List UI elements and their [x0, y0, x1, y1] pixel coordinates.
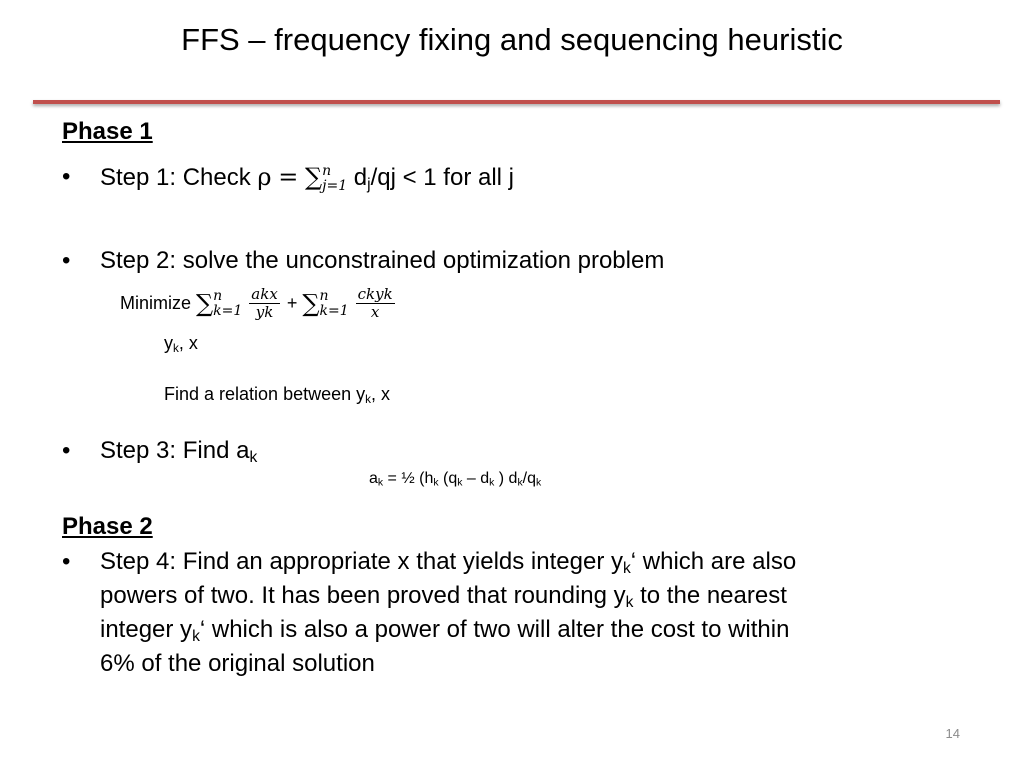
step4-line-3-a: integer y	[100, 616, 193, 643]
sum2-symbol: ∑	[302, 289, 320, 318]
formula-sub-1: k	[377, 477, 384, 489]
phase1-heading: Phase 1	[62, 118, 153, 145]
step1-sum-lower: j=1	[322, 177, 348, 194]
step1-sum-symbol: ∑	[304, 163, 323, 191]
formula-part-5: /q	[522, 470, 536, 487]
step3-label: Step 3: Find a	[100, 437, 250, 464]
formula-part-2: (q	[438, 470, 458, 487]
step1-d: d	[347, 164, 368, 191]
step4-bullet: •	[62, 548, 71, 575]
fraction-2-numerator: ckyk	[357, 285, 393, 303]
formula-sub-6: k	[536, 477, 542, 489]
step1-prefix: Step 1: Check	[100, 164, 258, 191]
step4-line-2	[100, 582, 787, 610]
page-number: 14	[945, 726, 960, 741]
step2-bullet: •	[62, 247, 71, 274]
sum1-symbol: ∑	[196, 289, 214, 318]
formula-part-1: = ½ (h	[383, 470, 434, 487]
step4-line-2-a: powers of two. It has been proved that rounding y	[100, 582, 626, 609]
step3-bullet: •	[62, 437, 71, 464]
step4-line-1-b: ‘ which are also	[630, 548, 797, 575]
ak-formula	[369, 470, 541, 488]
fraction-1	[249, 286, 280, 321]
formula-part-3: – d	[462, 470, 490, 487]
relation-label: Find a relation between y	[164, 384, 366, 404]
minimize-expression	[120, 286, 397, 321]
step4-line-3-b: ‘ which is also a power of two will alter the cost to within	[199, 616, 790, 643]
plus-sign: +	[286, 293, 298, 313]
step3-sub-k: k	[249, 448, 258, 466]
step4-line-3	[100, 616, 789, 644]
sum2-upper: n	[319, 287, 329, 304]
rho-symbol: ρ	[257, 163, 272, 191]
optimization-variables	[164, 333, 198, 354]
slide-title: FFS – frequency fixing and sequencing heuristic	[181, 22, 843, 57]
step1-sum-upper: n	[322, 162, 332, 179]
step1-text	[100, 163, 514, 194]
formula-sub-3: k	[457, 477, 463, 489]
step1-sum-limits	[322, 164, 347, 194]
fraction-1-numerator: akx	[251, 285, 278, 303]
relation-sub-k: k	[365, 392, 371, 406]
minimize-label: Minimize	[120, 293, 197, 313]
step1-suffix: /qj < 1 for all j	[370, 164, 514, 191]
var-x: , x	[178, 333, 198, 353]
step4-line-3-sub: k	[192, 627, 200, 645]
var-y-sub-k: k	[173, 341, 179, 355]
formula-part-4: ) d	[494, 470, 518, 487]
step1-bullet: •	[62, 163, 71, 190]
fraction-1-denominator: yk	[255, 303, 274, 321]
relation-text	[164, 384, 390, 405]
step4-line-1	[100, 548, 796, 576]
equals-sign: =	[278, 163, 299, 191]
sum2-limits	[319, 289, 348, 319]
formula-sub-2: k	[433, 477, 439, 489]
sum1-upper: n	[213, 287, 223, 304]
sum1-lower: k=1	[213, 302, 243, 319]
step4-line-2-sub: k	[625, 593, 634, 611]
formula-a: a	[369, 470, 378, 487]
fraction-2-denominator: x	[370, 303, 380, 321]
title-divider	[33, 100, 1000, 104]
fraction-2	[356, 286, 395, 321]
step4-line-1-sub: k	[622, 559, 631, 577]
step4-line-4: 6% of the original solution	[100, 650, 375, 677]
var-y: y	[164, 333, 173, 353]
formula-sub-5: k	[517, 477, 523, 489]
step3-text	[100, 437, 257, 465]
formula-sub-4: k	[489, 477, 495, 489]
phase2-heading: Phase 2	[62, 513, 153, 540]
sum2-lower: k=1	[319, 302, 349, 319]
step1-sub-j: j	[367, 175, 371, 193]
relation-x: , x	[370, 384, 390, 404]
step2-text: Step 2: solve the unconstrained optimization problem	[100, 247, 665, 274]
step4-line-2-b: to the nearest	[633, 582, 787, 609]
step4-line-1-a: Step 4: Find an appropriate x that yields integer y	[100, 548, 623, 575]
sum1-limits	[213, 289, 242, 319]
